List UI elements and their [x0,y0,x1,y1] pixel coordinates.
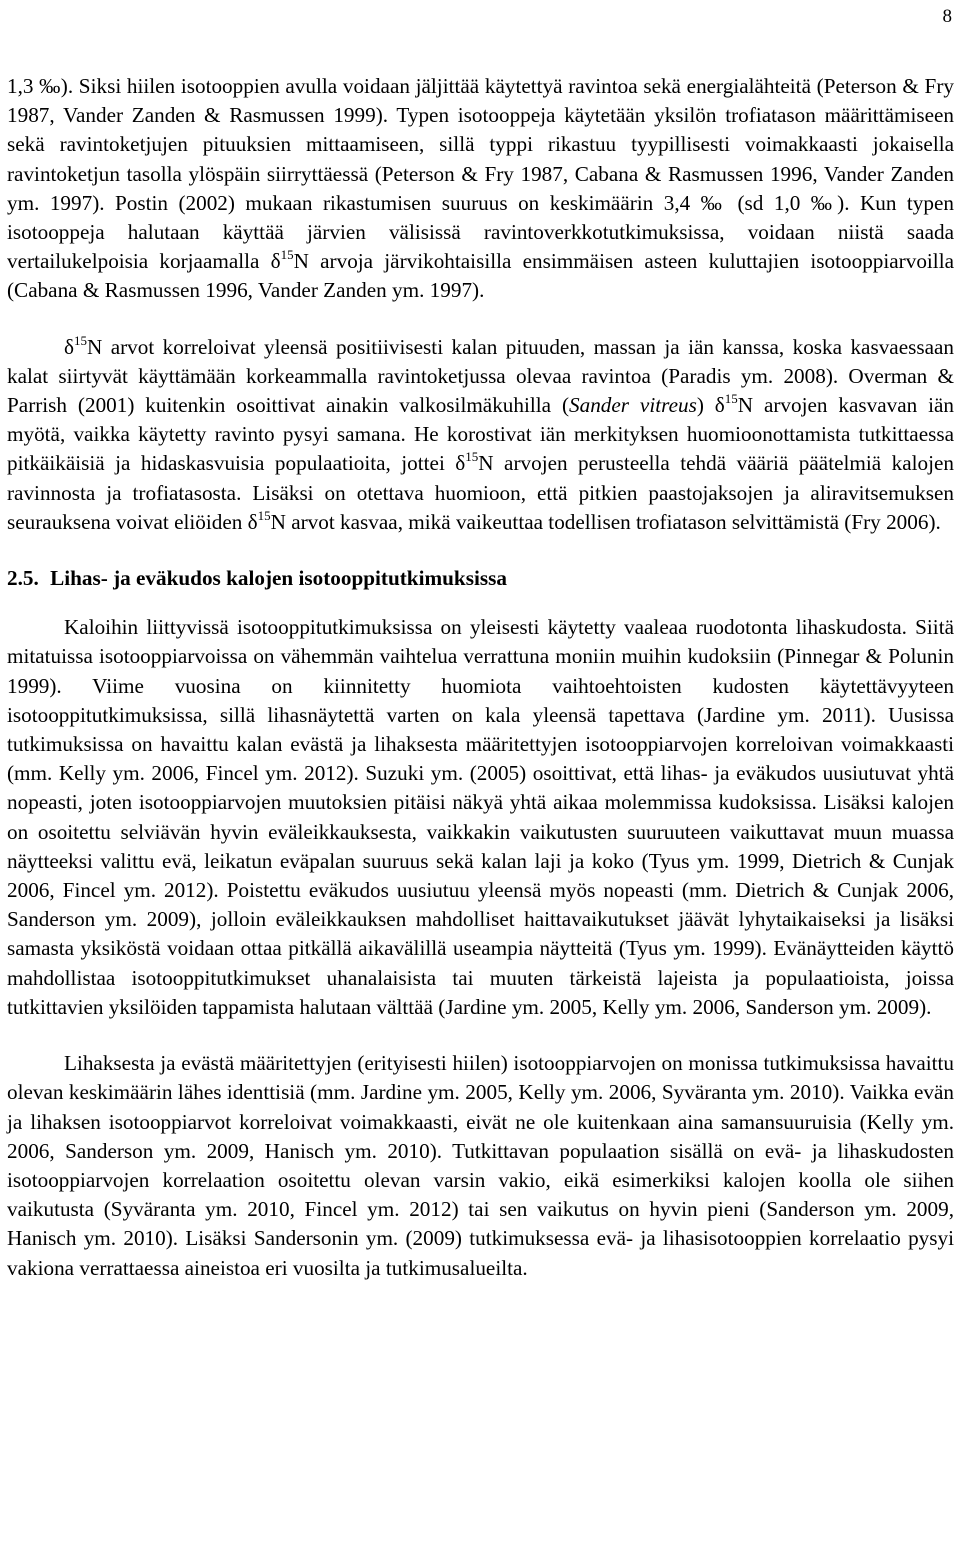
superscript: 15 [280,247,294,263]
paragraph [7,333,954,537]
superscript: 15 [724,391,738,407]
paragraph [7,1049,954,1283]
paragraph [7,613,954,1022]
text-run: 1,3 ‰). Siksi hiilen isotooppien avulla voidaan jäljittää käytettyä ravintoa sekä energialähteitä (Peterson & Fry 1987, Vander Zanden & Rasmussen 1999). Typen isotooppeja käytetään yksilön trofiatason määrittämiseen sekä ravintoketjujen pituuksien mittaamiseen, sillä typpi rikastuu tyypillisesti voimakkaasti jokaisella ravintoketjun tasolla ylöspäin siirryttäessä (Peterson & Fry 1987, Cabana & Rasmussen 1996, Vander Zanden ym. 1997). Postin (2002) mukaan rikastumisen suuruus on keskimäärin 3,4 ‰ (sd 1,0 ‰). Kun typen isotooppeja halutaan käyttää järvien välisissä ravintoverkkotutkimuksissa, voidaan niistä saada vertailukelpoisia korjaamalla δ [7,74,954,274]
text-run: N arvojen kasvavan iän myötä, vaikka käytetty ravinto pysyi samana. He korostivat iän merkityksen huomioonottamista tutkittaessa pitkäikäisiä ja hidaskasvuisia populaatioita, jottei δ [7,393,954,476]
text-run: N arvot kasvaa, mikä vaikeuttaa todellisen trofiatason selvittämistä (Fry 2006). [270,509,941,534]
page-number: 8 [942,6,952,27]
section-title: Lihas- ja eväkudos kalojen isotooppitutkimuksissa [50,566,507,591]
text-run: ) δ [696,393,725,418]
superscript: 15 [73,332,87,348]
text-run: N arvot korreloivat yleensä positiivisesti kalan pituuden, massan ja iän kanssa, koska kasvaessaan kalat siirtyvät käyttämään korkeammalla ravintoketjussa olevaa ravintoa (Paradis ym. 2008). Overman & Parrish (2001) kuitenkin osoittivat ainakin valkosilmäkuhilla ( [7,334,954,418]
paragraph [7,72,954,306]
text-run: δ [64,334,74,359]
text-run: Lihaksesta ja evästä määritettyjen (erityisesti hiilen) isotooppiarvojen on monissa tutkimuksissa havaittu olevan keskimäärin lähes identtisiä (mm. Jardine ym. 2005, Kelly ym. 2006, Syväranta ym. 2010). Vaikka evän ja lihaksen isotooppiarvot korreloivat voimakkaasti, eivät ne ole kuitenkaan aina samansuuruisia (Kelly ym. 2006, Sanderson ym. 2009, Hanisch ym. 2010). Tutkittavan populaation sisällä on evä- ja lihaskudosten isotooppiarvojen korrelaation osoitettu olevan varsin vakio, eikä esimerkiksi kalojen koolla ole siihen vaikutusta (Syväranta ym. 2010, Fincel ym. 2012) tai sen vaikutus on hyvin pieni (Sanderson ym. 2009, Hanisch ym. 2010). Lisäksi Sandersonin ym. (2009) tutkimuksessa evä- ja lihasisotooppien korrelaatio pysyi vakiona verrattaessa aineistoa eri vuosilta ja tutkimusalueilta. [7,1051,954,1280]
section-number: 2.5. [7,566,39,591]
text-run: N arvojen perusteella tehdä vääriä päätelmiä kalojen ravinnosta ja trofiatasosta. Lisäksi on otettava huomioon, että pitkien paastojaksojen ja aliravitsemuksen seurauksena voivat eliöiden δ [7,451,954,534]
text-run: N arvoja järvikohtaisilla ensimmäisen asteen kuluttajien isotooppiarvoilla (Cabana & Rasmussen 1996, Vander Zanden ym. 1997). [7,249,954,303]
italic-text: Sander vitreus [569,393,697,418]
superscript: 15 [465,449,479,465]
text-run: Kaloihin liittyvissä isotooppitutkimuksissa on yleisesti käytetty vaaleaa ruodotonta lihaskudosta. Siitä mitatuissa isotooppiarvoissa on vähemmän vaihtelua verrattuna moniin muihin kudoksiin (Pinnegar & Polunin 1999). Viime vuosina on kiinnitetty huomiota vaihtoehtoisten kudosten käytettävyyteen isotooppitutkimuksissa, sillä lihasnäytettä varten on kala yleensä tapettava (Jardine ym. 2011). Uusissa tutkimuksissa on havaittu kalan evästä ja lihaksesta määritettyjen isotooppiarvojen korreloivan voimakkaasti (mm. Kelly ym. 2006, Fincel ym. 2012). Suzuki ym. (2005) osoittivat, että lihas- ja eväkudos uusiutuvat yhtä nopeasti, joten isotooppiarvojen muutoksien pitäisi näkyä yhtä aikaa molemmissa kudoksissa. Lisäksi kalojen on osoitettu selviävän hyvin eväleikkauksesta, vaikkakin vaikutusten suuruuteen vaikuttavat muun muassa näytteeksi valittu evä, leikatun eväpalan suuruus sekä kalan laji ja koko (Tyus ym. 1999, Dietrich & Cunjak 2006, Fincel ym. 2012). Poistettu eväkudos uusiutuu yleensä myös nopeasti (mm. Dietrich & Cunjak 2006, Sanderson ym. 2009), jolloin eväleikkauksen mahdolliset haittavaikutukset jäävät lyhytaikaiseksi ja lisäksi samasta yksiköstä voidaan ottaa pitkällä aikavälillä useampia näytteitä (Tyus ym. 1999). Evänäytteiden käyttö mahdollistaa isotooppitutkimukset uhanalaisista tai muuten tärkeistä lajeista ja populaatioista, joissa tutkittavien yksilöiden tappamista halutaan välttää (Jardine ym. 2005, Kelly ym. 2006, Sanderson ym. 2009). [7,615,954,1019]
document-body [7,72,954,1283]
superscript: 15 [257,507,271,523]
section-heading [7,564,954,593]
